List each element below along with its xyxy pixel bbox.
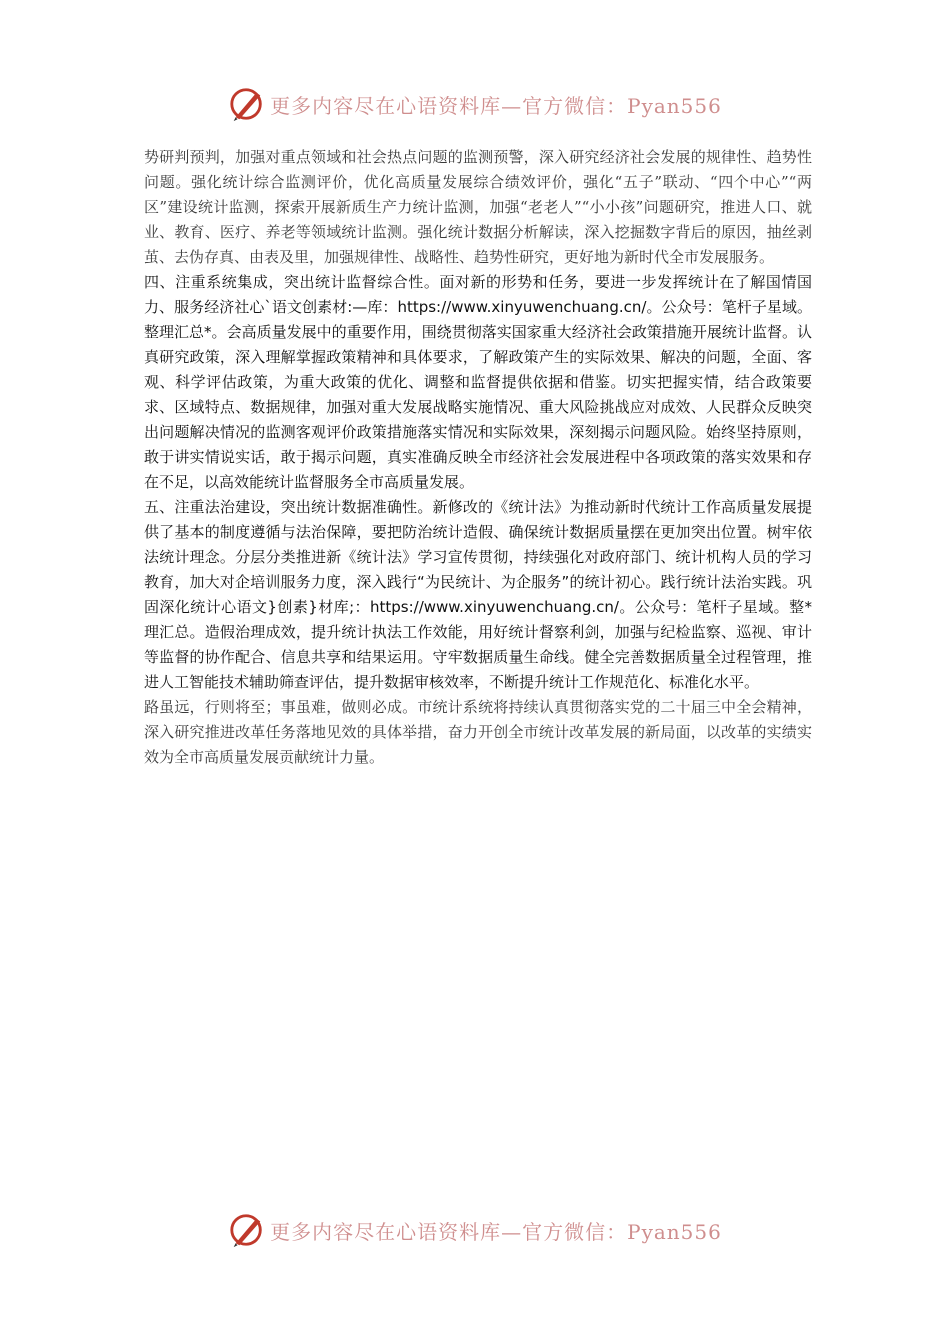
header-banner (0, 82, 950, 126)
paragraph-section-five: 五、注重法治建设，突出统计数据准确性。新修改的《统计法》为推动新时代统计工作高质量发展提供了基本的制度遵循与法治保障，要把防治统计造假、确保统计数据质量摆在更加突出位置。树牢依法统计理念。分层分类推进新《统计法》学习宣传贯彻，持续强化对政府部门、统计机构人员的学习教育，加大对企培训服务力度，深入践行“为民统计、为企服务”的统计初心。践行统计法治实践。巩固深化统计心语文}创素}材库;：https://www.xinyuwenchuang.cn/。公众号：笔杆子星域。整*理汇总。造假治理成效，提升统计执法工作效能，用好统计督察利剑，加强与纪检监察、巡视、审计等监督的协作配合、信息共享和结果运用。守牢数据质量生命线。健全完善数据质量全过程管理，推进人工智能技术辅助筛查评估，提升数据审核效率，不断提升统计工作规范化、标准化水平。 (144, 498, 812, 691)
footer-banner (0, 1208, 950, 1252)
pen-logo-icon (228, 85, 266, 123)
pen-logo-icon (228, 1211, 266, 1249)
paragraph-section-four: 四、注重系统集成，突出统计监督综合性。面对新的形势和任务，要进一步发挥统计在了解国情国力、服务经济社心`语文创素材:—库：https://www.xinyuwenchuang.cn/。公众号：笔杆子星域。整理汇总*。会高质量发展中的重要作用，围绕贯彻落实国家重大经济社会政策措施开展统计监督。认真研究政策，深入理解掌握政策精神和具体要求，了解政策产生的实际效果、解决的问题，全面、客观、科学评估政策，为重大政策的优化、调整和监督提供依据和借鉴。切实把握实情，结合政策要求、区域特点、数据规律，加强对重大发展战略实施情况、重大风险挑战应对成效、人民群众反映突出问题解决情况的监测客观评价政策措施落实情况和实际效果，深刻揭示问题风险。始终坚持原则，敢于讲实情说实话，敢于揭示问题，真实准确反映全市经济社会发展进程中各项政策的落实效果和存在不足，以高效能统计监督服务全市高质量发展。 (144, 273, 812, 491)
document-body (144, 145, 812, 770)
header-banner-text: 更多内容尽在心语资料库—官方微信：Pyan556 (270, 93, 722, 118)
paragraph-conclusion: 路虽远，行则将至；事虽难，做则必成。市统计系统将持续认真贯彻落实党的二十届三中全会精神，深入研究推进改革任务落地见效的具体举措，奋力开创全市统计改革发展的新局面，以改革的实绩实效为全市高质量发展贡献统计力量。 (144, 698, 812, 766)
footer-banner-text: 更多内容尽在心语资料库—官方微信：Pyan556 (270, 1219, 722, 1244)
paragraph-trend-research: 势研判预判，加强对重点领域和社会热点问题的监测预警，深入研究经济社会发展的规律性、趋势性问题。强化统计综合监测评价，优化高质量发展综合绩效评价，强化“五子”联动、“四个中心”“两区”建设统计监测，探索开展新质生产力统计监测，加强“老老人”“小小孩”问题研究，推进人口、就业、教育、医疗、养老等领域统计监测。强化统计数据分析解读，深入挖掘数字背后的原因，抽丝剥茧、去伪存真、由表及里，加强规律性、战略性、趋势性研究，更好地为新时代全市发展服务。 (144, 148, 812, 266)
